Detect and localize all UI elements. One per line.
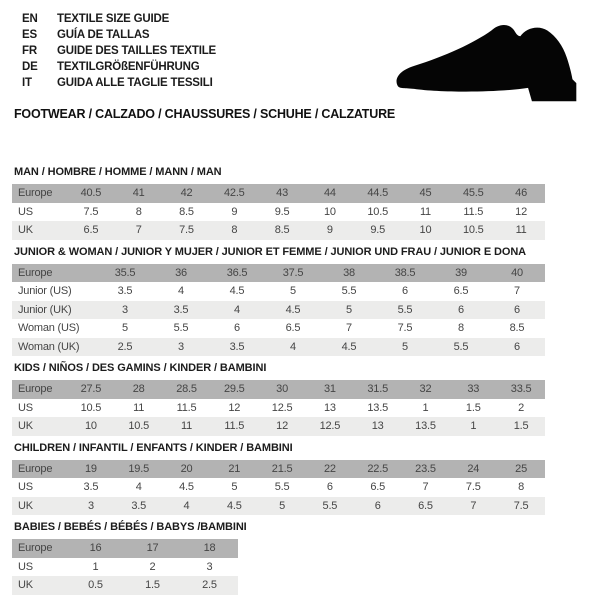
- row-label: Woman (UK): [18, 340, 80, 353]
- size-cell: 29.5: [223, 383, 245, 396]
- size-cell: 8.5: [179, 205, 194, 218]
- size-cell: 22.5: [367, 462, 388, 475]
- size-cell: 23.5: [415, 462, 436, 475]
- size-cell: 5: [231, 481, 238, 494]
- size-cell: 8: [135, 205, 142, 218]
- size-cell: 12.5: [319, 420, 341, 433]
- size-cell: 4.5: [226, 499, 242, 512]
- size-cell: 6: [458, 303, 464, 316]
- size-cell: 6: [402, 285, 408, 298]
- size-cell: 13.5: [415, 420, 436, 433]
- table-row: [12, 221, 545, 240]
- size-cell: 11.5: [176, 401, 197, 414]
- size-cell: 10.5: [80, 401, 102, 414]
- row-label: Europe: [18, 462, 53, 475]
- size-table-section: [12, 166, 547, 240]
- table-row: [12, 399, 545, 418]
- size-cell: 46: [515, 187, 527, 200]
- size-cell: 45: [419, 187, 432, 200]
- size-cell: 6: [326, 481, 333, 494]
- size-cell: 4.5: [285, 303, 301, 316]
- row-label: UK: [18, 224, 33, 237]
- size-cell: 28.5: [176, 383, 197, 396]
- table-row: [12, 203, 545, 222]
- size-cell: 13: [371, 420, 384, 433]
- size-cell: 39: [455, 266, 467, 279]
- language-code: ES: [22, 29, 37, 41]
- size-cell: 42: [180, 187, 193, 200]
- row-label: Europe: [18, 187, 53, 200]
- size-cell: 2.5: [202, 579, 217, 592]
- table-title: JUNIOR & WOMAN / JUNIOR Y MUJER / JUNIOR ET FEMME / JUNIOR UND FRAU / JUNIOR E DONA: [14, 245, 527, 258]
- size-cell: 7.5: [513, 499, 529, 512]
- size-cell: 4.5: [341, 340, 357, 353]
- size-cell: 1.5: [513, 420, 529, 433]
- size-cell: 7: [470, 499, 477, 512]
- category-heading: FOOTWEAR / CALZADO / CHAUSSURES / SCHUHE / CALZATURE: [14, 107, 396, 121]
- size-cell: 36.5: [226, 266, 248, 279]
- row-label: US: [18, 560, 33, 573]
- language-row-es: [22, 27, 216, 43]
- language-row-en: [22, 11, 216, 27]
- size-cell: 42.5: [223, 187, 245, 200]
- size-cell: 6.5: [453, 285, 469, 298]
- size-cell: 6.5: [418, 499, 433, 512]
- size-cell: 35.5: [114, 266, 136, 279]
- size-cell: 0.5: [88, 579, 103, 592]
- size-cell: 25: [515, 462, 527, 475]
- size-cell: 13.5: [367, 401, 388, 414]
- size-cell: 33.5: [510, 383, 532, 396]
- size-cell: 5.5: [341, 285, 357, 298]
- size-cell: 10.5: [128, 420, 149, 433]
- table-row: [12, 497, 545, 516]
- size-cell: 40: [511, 266, 523, 279]
- size-table: [12, 460, 545, 516]
- size-cell: 28: [132, 383, 145, 396]
- size-cell: 8: [518, 481, 525, 494]
- size-cell: 7.5: [179, 224, 194, 237]
- size-cell: 3: [87, 499, 94, 512]
- row-label: Junior (UK): [18, 303, 72, 316]
- table-row: [12, 460, 545, 479]
- size-cell: 37.5: [282, 266, 304, 279]
- row-label: Europe: [18, 266, 53, 279]
- size-cell: 6.5: [285, 322, 301, 335]
- size-cell: 7.5: [83, 205, 99, 218]
- size-cell: 5: [346, 303, 352, 316]
- size-cell: 43: [276, 187, 288, 200]
- size-cell: 31.5: [367, 383, 388, 396]
- dress-shoe-icon-path: [397, 25, 577, 101]
- language-code: FR: [22, 45, 37, 57]
- size-cell: 1: [470, 420, 477, 433]
- size-cell: 10.5: [462, 224, 484, 237]
- size-cell: 1.5: [465, 401, 481, 414]
- size-cell: 4: [183, 499, 190, 512]
- size-cell: 6: [234, 322, 240, 335]
- table-title: KIDS / NIÑOS / DES GAMINS / KINDER / BAMBINI: [14, 362, 267, 374]
- size-cell: 3.5: [117, 285, 133, 298]
- size-cell: 9.5: [274, 205, 290, 218]
- size-cell: 18: [203, 542, 216, 555]
- size-cell: 9: [326, 224, 333, 237]
- size-cell: 4.5: [179, 481, 194, 494]
- row-label: Europe: [18, 383, 53, 396]
- table-row: [12, 380, 545, 399]
- size-cell: 2: [518, 401, 525, 414]
- row-label: Europe: [18, 542, 53, 555]
- row-label: UK: [18, 420, 33, 433]
- size-cell: 12: [276, 420, 288, 433]
- table-title: CHILDREN / INFANTIL / ENFANTS / KINDER / BAMBINI: [14, 441, 293, 454]
- size-table: [12, 264, 545, 357]
- row-label: Woman (US): [18, 322, 80, 335]
- row-label: UK: [18, 579, 33, 592]
- size-cell: 7.5: [465, 481, 481, 494]
- size-cell: 4: [290, 340, 296, 353]
- language-code: IT: [22, 77, 32, 89]
- size-table: [12, 539, 238, 595]
- size-cell: 1: [92, 560, 99, 573]
- size-cell: 31: [323, 383, 336, 396]
- size-cell: 5: [402, 340, 408, 353]
- size-cell: 24: [467, 462, 480, 475]
- size-table: [12, 380, 545, 436]
- size-cell: 5.5: [322, 499, 338, 512]
- dress-shoe-icon: [392, 21, 585, 107]
- size-cell: 44: [323, 187, 336, 200]
- size-cell: 2: [149, 560, 156, 573]
- table-row: [12, 539, 238, 558]
- size-cell: 9.5: [370, 224, 386, 237]
- size-cell: 8: [458, 322, 464, 335]
- language-row-fr: [22, 43, 216, 59]
- table-row: [12, 478, 545, 497]
- size-cell: 7: [135, 224, 142, 237]
- size-cell: 6: [514, 340, 520, 353]
- table-row: [12, 319, 545, 338]
- size-cell: 40.5: [80, 187, 102, 200]
- language-list: [22, 11, 216, 91]
- size-cell: 11.5: [463, 205, 484, 218]
- table-title: BABIES / BEBÉS / BÉBÉS / BABYS /BAMBINI: [14, 521, 247, 533]
- size-cell: 8: [231, 224, 238, 237]
- language-label: TEXTILGRÖßENFÜHRUNG: [57, 61, 200, 73]
- language-label: TEXTILE SIZE GUIDE: [57, 13, 170, 25]
- size-cell: 12.5: [271, 401, 293, 414]
- row-label: US: [18, 401, 33, 414]
- language-row-it: [22, 75, 216, 91]
- size-cell: 7: [346, 322, 352, 335]
- size-cell: 6.5: [370, 481, 386, 494]
- table-row: [12, 338, 545, 357]
- size-cell: 2.5: [117, 340, 133, 353]
- size-cell: 36: [175, 266, 187, 279]
- size-cell: 4.5: [229, 285, 245, 298]
- language-label: GUÍA DE TALLAS: [57, 29, 150, 41]
- size-cell: 11.5: [224, 420, 245, 433]
- size-cell: 16: [89, 542, 102, 555]
- size-cell: 21: [228, 462, 241, 475]
- size-cell: 1.5: [145, 579, 160, 592]
- size-cell: 7: [422, 481, 429, 494]
- size-cell: 1: [422, 401, 429, 414]
- size-cell: 17: [146, 542, 159, 555]
- size-cell: 30: [276, 383, 288, 396]
- size-cell: 5: [290, 285, 296, 298]
- size-cell: 10: [419, 224, 432, 237]
- language-row-de: [22, 59, 216, 75]
- table-row: [12, 184, 545, 203]
- row-label: Junior (US): [18, 285, 72, 298]
- size-cell: 3: [178, 340, 184, 353]
- size-cell: 5.5: [453, 340, 469, 353]
- size-cell: 38.5: [394, 266, 416, 279]
- size-cell: 10: [84, 420, 97, 433]
- size-cell: 38: [343, 266, 355, 279]
- language-code: DE: [22, 61, 38, 73]
- size-cell: 12: [515, 205, 527, 218]
- size-cell: 19.5: [128, 462, 149, 475]
- size-cell: 5.5: [274, 481, 290, 494]
- size-cell: 4: [178, 285, 184, 298]
- size-table-section: [12, 442, 547, 516]
- size-table-section: [12, 362, 547, 436]
- table-row: [12, 301, 545, 320]
- size-cell: 8.5: [274, 224, 290, 237]
- size-table-section: [12, 246, 547, 357]
- language-code: EN: [22, 13, 38, 25]
- size-cell: 6: [514, 303, 520, 316]
- row-label: US: [18, 205, 33, 218]
- size-cell: 11: [180, 420, 192, 433]
- size-cell: 19: [84, 462, 97, 475]
- size-cell: 20: [180, 462, 193, 475]
- size-cell: 5.5: [397, 303, 413, 316]
- size-cell: 44.5: [367, 187, 388, 200]
- size-cell: 41: [132, 187, 145, 200]
- size-cell: 21.5: [271, 462, 293, 475]
- size-cell: 4: [234, 303, 240, 316]
- size-cell: 11: [419, 205, 431, 218]
- size-cell: 5: [122, 322, 128, 335]
- size-cell: 32: [419, 383, 432, 396]
- size-cell: 13: [323, 401, 336, 414]
- size-tables: [12, 166, 547, 601]
- size-table: [12, 184, 545, 240]
- size-cell: 3.5: [229, 340, 245, 353]
- size-cell: 11: [515, 224, 527, 237]
- size-table-section: [12, 521, 547, 595]
- size-cell: 7.5: [397, 322, 413, 335]
- table-row: [12, 282, 545, 301]
- size-cell: 3.5: [131, 499, 147, 512]
- size-cell: 10.5: [367, 205, 388, 218]
- table-row: [12, 576, 238, 595]
- size-cell: 33: [467, 383, 480, 396]
- size-cell: 6: [374, 499, 381, 512]
- size-cell: 11: [133, 401, 145, 414]
- size-cell: 8.5: [509, 322, 525, 335]
- size-cell: 27.5: [80, 383, 102, 396]
- size-cell: 3: [206, 560, 213, 573]
- table-row: [12, 417, 545, 436]
- size-cell: 7: [514, 285, 520, 298]
- size-cell: 3: [122, 303, 128, 316]
- language-label: GUIDE DES TAILLES TEXTILE: [57, 45, 216, 57]
- table-title: MAN / HOMBRE / HOMME / MANN / MAN: [14, 166, 222, 178]
- table-row: [12, 264, 545, 283]
- size-cell: 22: [323, 462, 336, 475]
- size-cell: 3.5: [173, 303, 189, 316]
- row-label: US: [18, 481, 33, 494]
- size-cell: 45.5: [462, 187, 484, 200]
- language-label: GUIDA ALLE TAGLIE TESSILI: [57, 77, 213, 89]
- row-label: UK: [18, 499, 33, 512]
- table-row: [12, 558, 238, 577]
- size-cell: 3.5: [83, 481, 99, 494]
- size-cell: 12: [228, 401, 241, 414]
- size-cell: 6.5: [83, 224, 99, 237]
- size-cell: 5: [279, 499, 286, 512]
- size-cell: 4: [135, 481, 142, 494]
- size-cell: 10: [323, 205, 336, 218]
- size-cell: 9: [231, 205, 238, 218]
- size-cell: 5.5: [173, 322, 189, 335]
